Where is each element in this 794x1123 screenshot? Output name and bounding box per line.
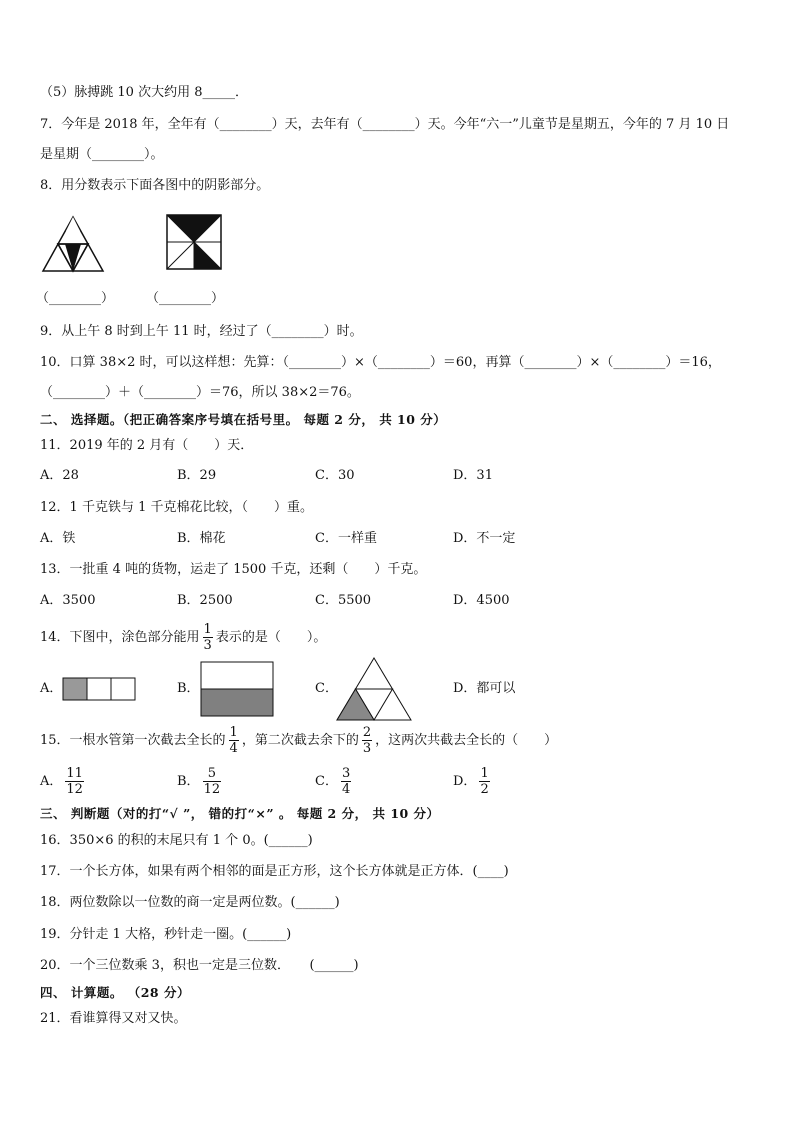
q15-option-c-fraction <box>341 766 351 797</box>
q8-blank-1[interactable]: （________） <box>36 291 115 306</box>
q14-option-b[interactable]: B． <box>177 681 200 696</box>
q18: 18．两位数除以一位数的商一定是两位数。(______) <box>40 895 340 910</box>
q16: 16．350×6 的积的末尾只有 1 个 0。(______) <box>40 833 313 848</box>
q12-option-b[interactable]: B．棉花 <box>177 531 226 546</box>
q14-triangle-figure <box>336 657 412 721</box>
q15-option-a[interactable] <box>40 764 87 800</box>
q15-option-a-fraction <box>65 766 84 797</box>
q13-option-c[interactable]: C．5500 <box>315 593 372 608</box>
q10-line2: （________）＋（________）＝76，所以 38×2＝76。 <box>40 385 360 400</box>
q14 <box>40 621 326 655</box>
q17: 17．一个长方体，如果有两个相邻的面是正方形，这个长方体就是正方体．(____) <box>40 864 509 879</box>
q15-option-d-denominator: 2 <box>480 782 489 797</box>
section-4-heading: 四、 计算题。 （28 分） <box>40 985 190 1000</box>
q19: 19．分针走 1 大格，秒针走一圈。(______) <box>40 927 292 942</box>
q15-fraction-1-numerator: 1 <box>229 725 238 740</box>
q12-option-a[interactable]: A．铁 <box>40 531 76 546</box>
section-3-heading: 三、 判断题（对的打“√ ”， 错的打“×” 。 每题 2 分， 共 10 分） <box>40 806 440 821</box>
q14-fraction-numerator: 1 <box>203 622 212 637</box>
q15-fraction-2 <box>362 725 372 756</box>
q15-fraction-1-denominator: 4 <box>229 741 238 756</box>
q15-text-b: ，第二次截去余下的 <box>241 733 359 748</box>
q11-option-b[interactable]: B．29 <box>177 468 217 483</box>
q15-option-c-denominator: 4 <box>341 782 351 797</box>
q21: 21．看谁算得又对又快。 <box>40 1011 187 1026</box>
q14-option-a[interactable]: A． <box>40 681 63 696</box>
q15-text-c: ，这两次共截去全长的（ ） <box>375 733 558 748</box>
q11-option-a[interactable]: A．28 <box>40 468 79 483</box>
q10-line1: 10．口算 38×2 时，可以这样想：先算：（________）×（________）＝60，再算（________）×（________）＝16， <box>40 355 721 370</box>
q12: 12．1 千克铁与 1 千克棉花比较，（ ）重。 <box>40 500 313 515</box>
q15-option-b-fraction <box>203 766 222 797</box>
q14-option-d[interactable]: D．都可以 <box>453 681 516 696</box>
q15-fraction-2-denominator: 3 <box>362 741 372 756</box>
triangle-figure <box>42 216 104 272</box>
q15-option-d[interactable] <box>453 764 493 800</box>
q15-option-d-label: D． <box>453 774 477 789</box>
q15-option-b-numerator: 5 <box>203 766 222 782</box>
q7-line1: 7．今年是 2018 年，全年有（________）天，去年有（________）天。今年“六一”儿童节是星期五，今年的 7 月 10 日 <box>40 117 730 132</box>
q15-option-a-label: A． <box>40 774 63 789</box>
q9: 9．从上午 8 时到上午 11 时，经过了（________）时。 <box>40 324 363 339</box>
q15-option-c[interactable] <box>315 764 354 800</box>
q8-blank-2[interactable]: （________） <box>146 291 225 306</box>
q15 <box>40 723 557 759</box>
q8-prompt: 8．用分数表示下面各图中的阴影部分。 <box>40 178 270 193</box>
q13: 13．一批重 4 吨的货物，运走了 1500 千克，还剩（ ）千克。 <box>40 562 427 577</box>
q14-fraction <box>203 622 213 653</box>
q13-option-d[interactable]: D．4500 <box>453 593 510 608</box>
q15-option-b[interactable] <box>177 764 224 800</box>
q15-option-a-numerator: 11 <box>66 766 83 781</box>
q20: 20．一个三位数乘 3，积也一定是三位数． (______) <box>40 958 359 973</box>
q15-option-c-numerator: 3 <box>341 766 351 781</box>
q15-text-a: 15．一根水管第一次截去全长的 <box>40 733 226 748</box>
q15-fraction-2-numerator: 2 <box>362 725 372 740</box>
q14-text-a: 14．下图中，涂色部分能用 <box>40 630 200 645</box>
q15-option-d-numerator: 1 <box>480 766 489 781</box>
q14-rectangle-figure <box>200 661 274 717</box>
q13-option-a[interactable]: A．3500 <box>40 593 96 608</box>
section-2-heading: 二、 选择题。（把正确答案序号填在括号里。 每题 2 分， 共 10 分） <box>40 412 447 427</box>
q15-option-d-fraction <box>479 766 489 797</box>
q14-option-c[interactable]: C． <box>315 681 338 696</box>
q15-option-b-denominator: 12 <box>203 782 221 797</box>
q14-fraction-denominator: 3 <box>203 638 212 653</box>
q15-fraction-1 <box>229 725 239 756</box>
q11-option-c[interactable]: C．30 <box>315 468 355 483</box>
q7-line2: 是星期（________）。 <box>40 147 164 162</box>
q12-option-d[interactable]: D．不一定 <box>453 531 516 546</box>
q14-strip-figure <box>62 677 136 701</box>
square-figure <box>166 214 222 270</box>
q12-option-c[interactable]: C．一样重 <box>315 531 377 546</box>
q11-option-d[interactable]: D．31 <box>453 468 493 483</box>
q15-option-c-label: C． <box>315 774 338 789</box>
q6-sub5: （5）脉搏跳 10 次大约用 8_____． <box>40 85 248 100</box>
q15-option-a-denominator: 12 <box>66 782 83 797</box>
q13-option-b[interactable]: B．2500 <box>177 593 233 608</box>
q14-text-b: 表示的是（ ）。 <box>215 630 327 645</box>
q11: 11．2019 年的 2 月有（ ）天． <box>40 438 254 453</box>
q15-option-b-label: B． <box>177 774 200 789</box>
